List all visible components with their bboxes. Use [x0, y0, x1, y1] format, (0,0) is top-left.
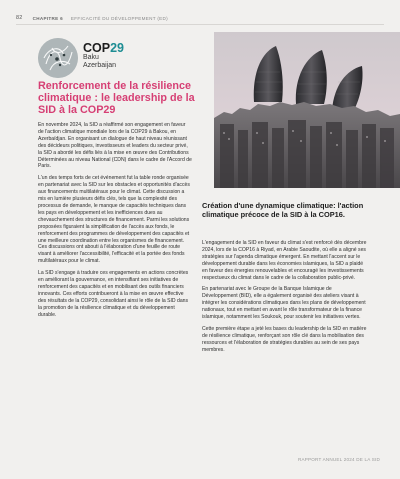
page-footer: RAPPORT ANNUEL 2024 DE LA SID	[297, 457, 380, 462]
section-label: EFFICACITÉ DU DÉVELOPPEMENT (ED)	[70, 15, 168, 21]
cop29-wordmark	[83, 42, 124, 69]
section-subtitle: Création d'une dynamique climatique: l'action climatique précoce de la SID à la COP16.	[202, 201, 364, 220]
page-number: 82	[16, 15, 23, 21]
cop-number: 29	[110, 41, 124, 55]
right-paragraph: L'engagement de la SID en faveur du climat s'est renforcé dès décembre 2024, lors de la COP16 à Riyad, en Arabie Saoudite, où elle a aligné ses stratégies sur l'agenda climatique émergent. En mettant l'accent sur le développement durable dans les économies islamiques, la SID a plaidé en faveur des énergies renouvelables et encouragé les investissements respectueux du climat dans le cadre de la collaboration public-privé.	[202, 240, 367, 281]
left-paragraph: L'un des temps forts de cet événement fut la table ronde organisée en partenariat avec la SID sur les obstacles et opportunités d'accès aux financements multilatéraux pour le climat. Cette discussion a mis en lumière plusieurs défis clés, tels que la complexité des processus de demande, le manque de capacités techniques dans les pays en développement et les inefficiences dues au chevauchement des structures de financement. Parmi les solutions proposées figuraient la simplification de l'accès aux fonds, le renforcement des programmes de développement des capacités et une meilleure coordination entre les organismes de financement. Ces discussions ont abouti à l'élaboration d'une feuille de route visant à améliorer l'accessibilité, l'efficacité et la portée des fonds multilatéraux pour le climat.	[38, 175, 190, 265]
baku-skyline-photo	[214, 32, 400, 188]
page-header	[16, 13, 384, 23]
article-title: Renforcement de la résilience climatique : le leadership de la SID à la COP29	[38, 80, 195, 117]
left-paragraph: La SID s'engage à traduire ces engagements en actions concrètes en améliorant la gouvernance, en intensifiant ses initiatives de renforcement des capacités et en mobilisant des outils financiers innovants. Ces efforts contribueront à la mise en œuvre effective des résultats de la COP29, consolidant ainsi le rôle de la SID dans la promotion de la résilience climatique et du développement durable.	[38, 270, 189, 318]
right-column	[202, 240, 368, 359]
cop29-logo	[38, 38, 148, 78]
logo-city: Baku	[83, 54, 99, 61]
right-paragraph: En partenariat avec le Groupe de la Banque Islamique de Développement (BID), elle a également organisé des ateliers visant à intégrer les considérations climatiques dans les plans de développement nationaux, tout en mettant en avant le rôle transformateur de la finance islamique, notamment les Soukouk, pour soutenir les initiatives vertes.	[202, 286, 366, 321]
left-paragraph: En novembre 2024, la SID a réaffirmé son engagement en faveur de l'action climatique mondiale lors de la COP29 à Bakou, en Azerbaïdjan. En organisant un dialogue de haut niveau réunissant des décideurs politiques, investisseurs et leaders du secteur privé, la SID a abordé les défis liés à la mise en œuvre des Contributions Déterminées au niveau National (CDN) dans le cadre de l'Accord de Paris.	[38, 122, 192, 170]
cop29-emblem-icon	[38, 38, 78, 78]
logo-country: Azerbaijan	[83, 61, 117, 69]
right-paragraph: Cette première étape a jeté les bases du leadership de la SID en matière de résilience climatique, renforçant son rôle clé dans la mobilisation des ressources et l'élaboration de stratégies durables au sein de ses pays membres.	[202, 325, 367, 353]
cop-text: COP	[83, 41, 111, 55]
header-divider	[16, 24, 384, 25]
chapter-label: CHAPITRE 6	[32, 15, 63, 21]
left-column	[38, 122, 192, 323]
